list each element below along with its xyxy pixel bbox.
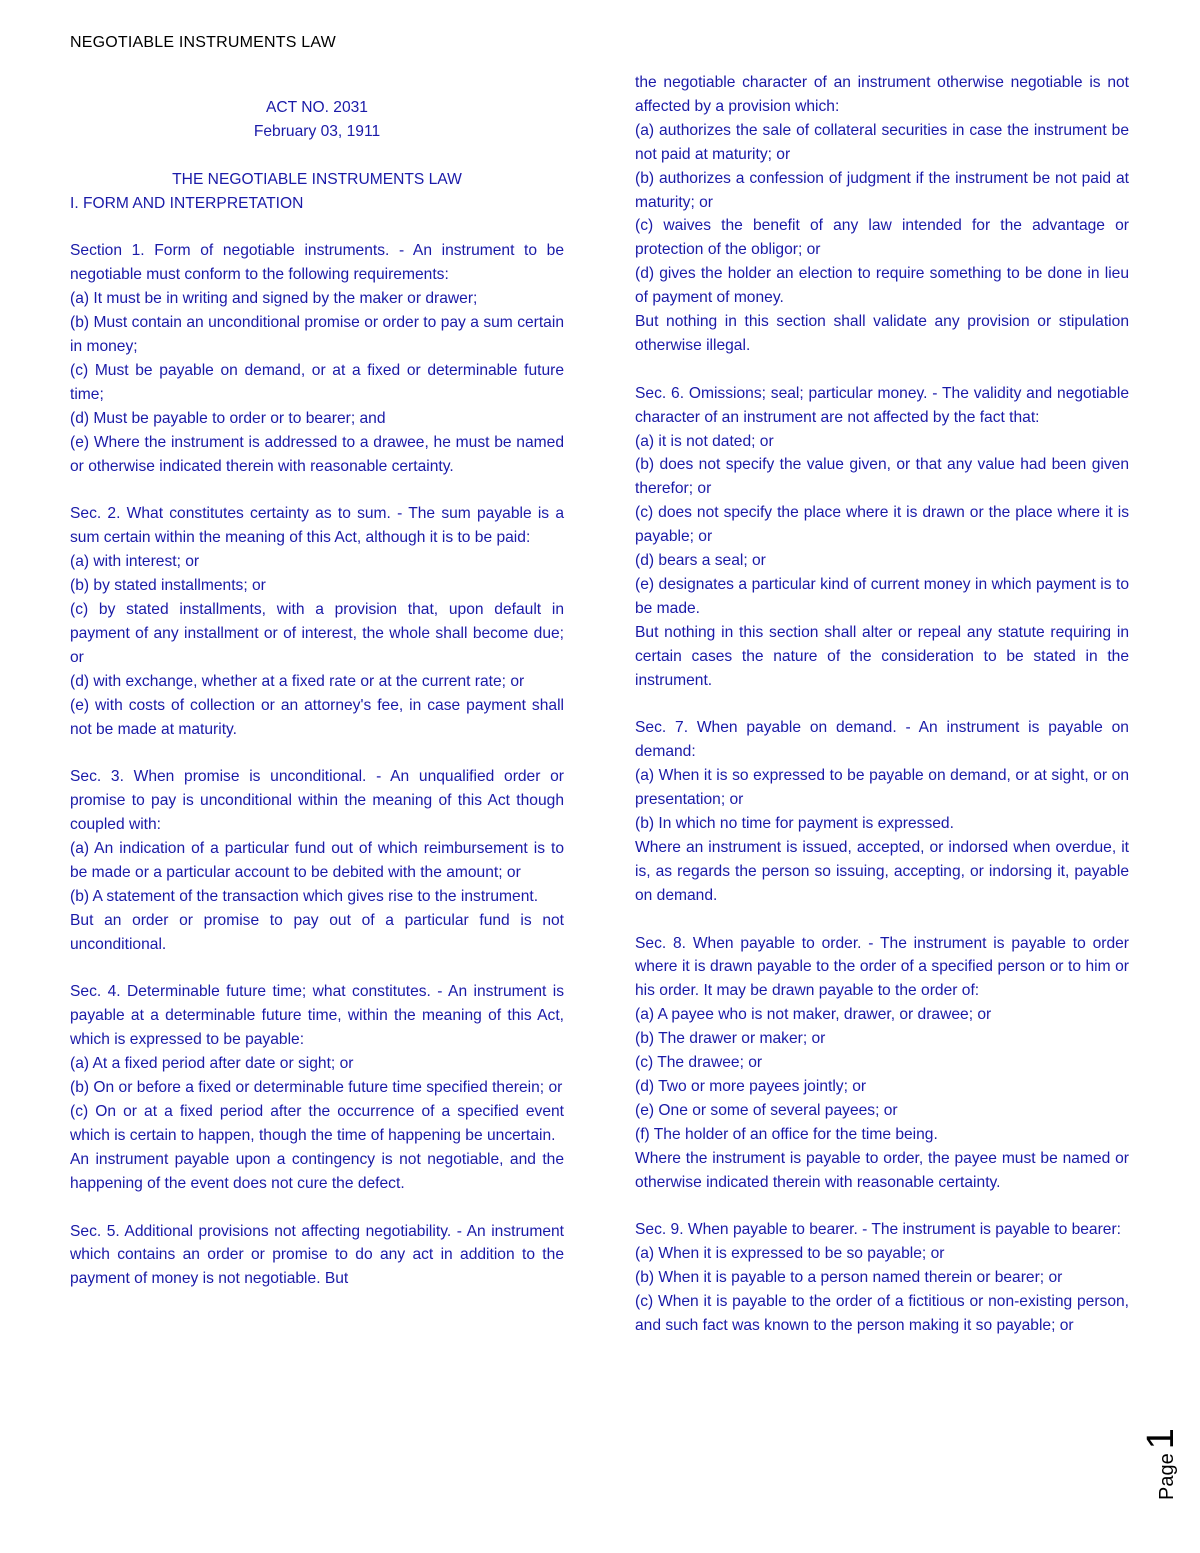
paragraph: Sec. 6. Omissions; seal; particular money. - The validity and negotiable character of an instrument are not affected by the fact that: (635, 384, 1129, 426)
page-label: Page (1156, 1453, 1178, 1500)
page-number: 1 (1140, 1428, 1182, 1450)
paragraph: Sec. 2. What constitutes certainty as to sum. - The sum payable is a sum certain within the meaning of this Act, although it is to be paid: (70, 505, 564, 547)
paragraph: (a) A payee who is not maker, drawer, or drawee; or (635, 1006, 992, 1024)
paragraph-gap (70, 216, 564, 240)
paragraph: (a) At a fixed period after date or sight; or (70, 1055, 354, 1073)
paragraph: (c) by stated installments, with a provision that, upon default in payment of any installment or of interest, the whole shall become due; or (70, 600, 564, 666)
paragraph: Where an instrument is issued, accepted, or indorsed when overdue, it is, as regards the person so issuing, accepting, or indorsing it, payable on demand. (635, 838, 1129, 904)
paragraph: (b) does not specify the value given, or that any value had been given therefor; or (635, 456, 1129, 498)
paragraph: February 03, 1911 (253, 122, 381, 140)
paragraph: But an order or promise to pay out of a particular fund is not unconditional. (70, 911, 564, 953)
paragraph: (a) with interest; or (70, 553, 200, 571)
paragraph: (b) In which no time for payment is expressed. (635, 815, 954, 833)
paragraph: (e) Where the instrument is addressed to a drawee, he must be named or otherwise indicated therein with reasonable certainty. (70, 433, 564, 475)
paragraph: (c) Must be payable on demand, or at a fixed or determinable future time; (70, 361, 564, 403)
paragraph: But nothing in this section shall validate any provision or stipulation otherwise illegal. (635, 313, 1129, 354)
paragraph: (e) One or some of several payees; or (635, 1101, 898, 1119)
paragraph: Where the instrument is payable to order, the payee must be named or otherwise indicated therein with reasonable certainty. (635, 1149, 1129, 1191)
left-column (70, 96, 564, 1291)
paragraph: (b) On or before a fixed or determinable future time specified therein; or (70, 1079, 563, 1097)
paragraph: (a) authorizes the sale of collateral securities in case the instrument be not paid at maturity; or (635, 121, 1129, 163)
paragraph: (d) Two or more payees jointly; or (635, 1078, 867, 1096)
paragraph-gap (70, 144, 564, 168)
paragraph: But nothing in this section shall alter or repeal any statute requiring in certain cases the nature of the consideration to be stated in the instrument. (635, 623, 1129, 689)
document-header: NEGOTIABLE INSTRUMENTS LAW (70, 34, 336, 51)
paragraph: (e) with costs of collection or an attorney's fee, in case payment shall not be made at maturity. (70, 696, 564, 738)
paragraph: (c) On or at a fixed period after the occurrence of a specified event which is certain to happen, though the time of happening be uncertain. (70, 1102, 564, 1144)
paragraph: THE NEGOTIABLE INSTRUMENTS LAW (172, 170, 462, 188)
paragraph: (d) bears a seal; or (635, 552, 766, 570)
paragraph: ACT NO. 2031 (266, 99, 368, 116)
paragraph: (c) The drawee; or (635, 1054, 763, 1072)
paragraph: Sec. 4. Determinable future time; what constitutes. - An instrument is payable at a determinable future time, within the meaning of this Act, which is expressed to be payable: (70, 983, 564, 1049)
paragraph: (c) does not specify the place where it is drawn or the place where it is payable; or (635, 504, 1129, 546)
paragraph: (d) Must be payable to order or to bearer; and (70, 409, 386, 427)
paragraph: Sec. 8. When payable to order. - The instrument is payable to order where it is drawn payable to the order of a specified person or to him or his order. It may be drawn payable to the order of: (635, 934, 1129, 1000)
paragraph: (a) When it is expressed to be so payable; or (635, 1245, 945, 1263)
paragraph-gap (70, 957, 564, 981)
paragraph: Sec. 7. When payable on demand. - An instrument is payable on demand: (635, 719, 1129, 761)
paragraph: (b) authorizes a confession of judgment if the instrument be not paid at maturity; or (635, 169, 1129, 211)
paragraph: (a) it is not dated; or (635, 432, 774, 450)
paragraph: (b) When it is payable to a person named therein or bearer; or (635, 1269, 1063, 1287)
paragraph: I. FORM AND INTERPRETATION (70, 194, 304, 212)
paragraph-gap (70, 1196, 564, 1220)
paragraph: (a) An indication of a particular fund out of which reimbursement is to be made or a particular account to be debited with the amount; or (70, 840, 564, 881)
paragraph: (b) A statement of the transaction which gives rise to the instrument. (70, 887, 539, 905)
paragraph: (f) The holder of an office for the time being. (635, 1125, 938, 1143)
paragraph: (a) When it is so expressed to be payable on demand, or at sight, or on presentation; or (635, 767, 1129, 809)
paragraph: (b) Must contain an unconditional promise or order to pay a sum certain in money; (70, 314, 564, 356)
paragraph: (c) When it is payable to the order of a fictitious or non-existing person, and such fact was known to the person making it so payable; or (635, 1293, 1129, 1335)
paragraph: Section 1. Form of negotiable instruments. - An instrument to be negotiable must conform to the following requirements: (70, 242, 564, 284)
paragraph-gap (635, 693, 1129, 717)
paragraph-gap (635, 358, 1129, 382)
paragraph: (d) with exchange, whether at a fixed rate or at the current rate; or (70, 672, 525, 690)
paragraph: Sec. 3. When promise is unconditional. - An unqualified order or promise to pay is unconditional within the meaning of this Act though coupled with: (70, 768, 564, 834)
paragraph-gap (70, 741, 564, 765)
paragraph: (a) It must be in writing and signed by the maker or drawer; (70, 290, 478, 308)
right-column (635, 71, 1129, 1338)
paragraph: (e) designates a particular kind of current money in which payment is to be made. (635, 576, 1129, 617)
paragraph-gap (635, 908, 1129, 932)
paragraph-gap (635, 1195, 1129, 1219)
page-number-footer (1140, 1410, 1180, 1500)
paragraph-gap (70, 478, 564, 502)
paragraph: (b) The drawer or maker; or (635, 1030, 826, 1048)
paragraph: Sec. 5. Additional provisions not affecting negotiability. - An instrument which contains an order or promise to do any act in addition to the payment of money is not negotiable. But (70, 1222, 564, 1288)
paragraph: the negotiable character of an instrument otherwise negotiable is not affected by a provision which: (635, 74, 1129, 115)
paragraph: Sec. 9. When payable to bearer. - The instrument is payable to bearer: (635, 1221, 1121, 1239)
paragraph: (b) by stated installments; or (70, 577, 266, 595)
paragraph: (d) gives the holder an election to require something to be done in lieu of payment of money. (635, 265, 1129, 307)
paragraph: An instrument payable upon a contingency is not negotiable, and the happening of the event does not cure the defect. (70, 1150, 564, 1192)
paragraph: (c) waives the benefit of any law intended for the advantage or protection of the obligor; or (635, 217, 1129, 259)
